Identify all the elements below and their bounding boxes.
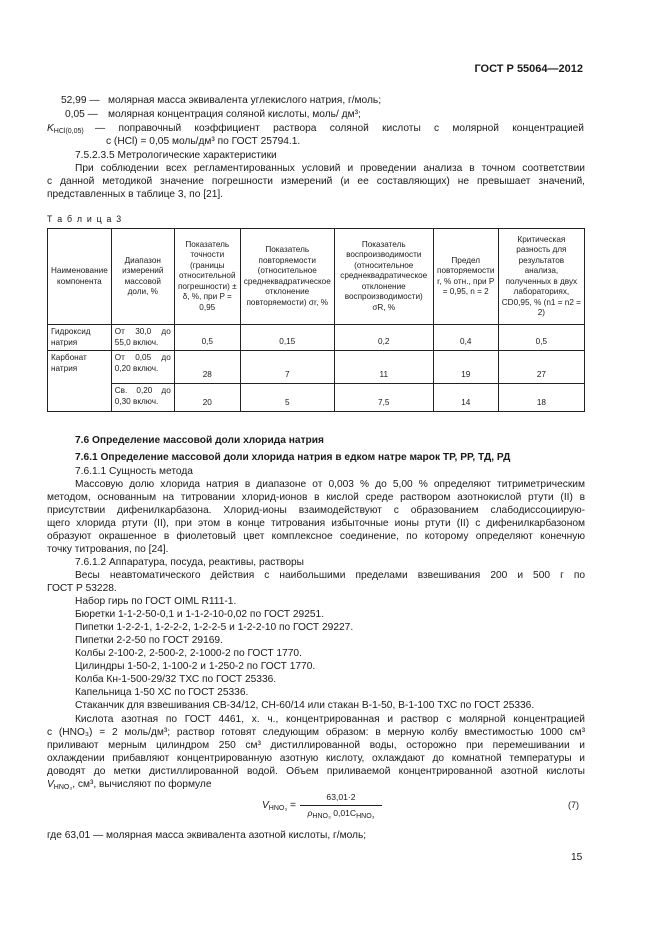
equipment-item: Цилиндры 1-50-2, 1-100-2 и 1-250-2 по ГОСТ 1770.: [75, 661, 316, 672]
paragraph-line: точку титрования, по [24].: [47, 544, 169, 555]
table-cell-range: От 30,0 до 55,0 включ.: [111, 325, 174, 351]
table-cell-value: 7: [240, 351, 334, 384]
table-cell-value: 11: [334, 351, 433, 384]
table-header-cell: Наименование компонента: [48, 229, 112, 325]
table-header-cell: Показатель воспроизводимости (относительное среднеквадратическое отклонение воспроизводимости) σR, %: [334, 229, 433, 325]
table-cell-component: Гидроксид натрия: [48, 325, 112, 351]
paragraph-line: $V_{HNO_3}$, см³, вычисляют по формуле: [47, 779, 212, 791]
table-cell-value: 14: [433, 384, 498, 412]
paragraph-line: присутствии дифенилкарбазона. Хлорид-ионы взаимодействуют с образованием слабодиссоциирую-: [47, 505, 585, 516]
paragraph-line: с данной методикой значение погрешности измерений (и ее составляющих) не превышает значений,: [47, 176, 585, 187]
table-cell-component: Карбонат натрия: [48, 351, 112, 412]
table-cell-value: 0,2: [334, 325, 433, 351]
definition-concentration-value: 0,05 —: [65, 109, 98, 120]
paragraph-line: При соблюдении всех регламентированных условий и проведении анализа в точном соответствии: [75, 163, 585, 174]
document-id: ГОСТ Р 55064—2012: [474, 63, 583, 75]
paragraph-line: щего хлорида ртути (II), при этом в конце титрования избыточные ионы ртути (II) с дифенилкарбазоном: [47, 518, 585, 529]
table-header-cell: Диапазон измерений массовой доли, %: [111, 229, 174, 325]
paragraph-line: доводят до метки дистиллированной водой. Объем приливаемой концентрированной азотной кислоты: [47, 766, 585, 777]
table-header-row: [48, 229, 585, 325]
table-cell-range: Св. 0,20 до 0,30 включ.: [111, 384, 174, 412]
paragraph-line: где 63,01 — молярная масса эквивалента азотной кислоты, г/моль;: [47, 830, 367, 841]
table-cell-value: 19: [433, 351, 498, 384]
equipment-item: Колба Кн-1-500-29/32 ТХС по ГОСТ 25336.: [75, 674, 277, 685]
page-number: 15: [571, 852, 583, 863]
table-cell-range: От 0,05 до 0,20 включ.: [111, 351, 174, 384]
table-row: [48, 384, 585, 412]
paragraph-line: охлаждении прибавляют концентрированную азотную кислоту, охлаждают до комнатной температуры и: [47, 753, 585, 764]
equipment-item: Пипетки 2-2-50 по ГОСТ 29169.: [75, 635, 223, 646]
table-cell-value: 7,5: [334, 384, 433, 412]
table-cell-value: 0,4: [433, 325, 498, 351]
paragraph-line: представленных в таблице 3, по [21].: [47, 189, 224, 200]
definition-molar-mass-value: 52,99 —: [61, 95, 100, 106]
definition-concentration-text: молярная концентрация соляной кислоты, моль/ дм³;: [108, 109, 361, 120]
metrology-table: [47, 228, 585, 412]
table-cell-value: 18: [498, 384, 584, 412]
table-header-cell: Предел повторяемости r, % отн., при P = 0,95, n = 2: [433, 229, 498, 325]
fraction-bar: [300, 805, 382, 806]
definition-coefficient-text-1: — поправочный коэффициент раствора соляной кислоты с молярной концентрацией: [95, 123, 584, 134]
section-heading-7-5-2-3-5: 7.5.2.3.5 Метрологические характеристики: [75, 150, 277, 161]
table-header-cell: Показатель точности (границы относительной погрешности) ± δ, %, при P = 0,95: [174, 229, 240, 325]
table-cell-value: 20: [174, 384, 240, 412]
paragraph-line: Кислота азотная по ГОСТ 4461, х. ч., концентрированная и раствор с молярной концентрацией: [75, 714, 585, 725]
section-heading-7-6-1-2: 7.6.1.2 Аппаратура, посуда, реактивы, растворы: [75, 557, 305, 568]
section-heading-7-6: 7.6 Определение массовой доли хлорида натрия: [75, 435, 324, 446]
formula-numerator: 63,01·2: [326, 792, 356, 802]
table-cell-value: 28: [174, 351, 240, 384]
formula-denominator: $\rho_{HNO_3}$ $0,01C_{HNO_3}$: [307, 808, 375, 820]
table-row: [48, 351, 585, 384]
paragraph-line: образуют окрашенное в фиолетовый цвет комплексное соединение, по которому определяют конечную: [47, 531, 585, 542]
table-cell-value: 0,5: [498, 325, 584, 351]
equipment-item: Набор гирь по ГОСТ OIML R111-1.: [75, 596, 237, 607]
paragraph-line: Массовую долю хлорида натрия в диапазоне от 0,003 % до 5,00 % определяют титриметрическим: [75, 479, 585, 490]
definition-molar-mass-text: молярная масса эквивалента углекислого натрия, г/моль;: [108, 95, 382, 106]
table-cell-value: 0,5: [174, 325, 240, 351]
paragraph-line: Весы неавтоматического действия с наибольшими пределами взвешивания 200 и 500 г по: [75, 570, 585, 581]
paragraph-line: приливают мерным цилиндром 250 см³ дистиллированной воды, осторожно при перемешивании и: [47, 740, 585, 751]
table-cell-value: 5: [240, 384, 334, 412]
definition-coefficient-text-2: с (HCl) = 0,05 моль/дм³ по ГОСТ 25794.1.: [106, 136, 301, 147]
table-cell-value: 0,15: [240, 325, 334, 351]
section-heading-7-6-1: 7.6.1 Определение массовой доли хлорида натрия в едком натре марок ТР, РР, ТД, РД: [75, 452, 511, 463]
equipment-item: Стаканчик для взвешивания СВ-34/12, СН-60/14 или стакан В-1-50, В-1-100 ТХС по ГОСТ 25336.: [75, 700, 535, 711]
section-heading-7-6-1-1: 7.6.1.1 Сущность метода: [75, 466, 193, 477]
equipment-item: Колбы 2-100-2, 2-500-2, 2-1000-2 по ГОСТ 1770.: [75, 648, 302, 659]
table-caption: Т а б л и ц а 3: [47, 214, 123, 224]
equipment-item: Бюретки 1-1-2-50-0,1 и 1-1-2-10-0,02 по ГОСТ 29251.: [75, 609, 325, 620]
equipment-item: Пипетки 1-2-2-1, 1-2-2-2, 1-2-2-5 и 1-2-2-10 по ГОСТ 29227.: [75, 622, 354, 633]
table-header-cell: Показатель повторяемости (относительное среднеквадратическое отклонение повторяемости) σr, %: [240, 229, 334, 325]
definition-coefficient-symbol: $K_{HCl(0,05)}$: [47, 123, 84, 135]
table-row: [48, 325, 585, 351]
paragraph-line: ГОСТ Р 53228.: [47, 583, 117, 594]
formula-number: (7): [568, 800, 579, 810]
paragraph-line: методом, основанным на титровании хлорид-ионов в кислой среде раствором азотнокислой ртути (II) в: [47, 492, 585, 503]
table-cell-value: 27: [498, 351, 584, 384]
paragraph-line: с (HNO₃) = 2 моль/дм³; раствор готовят следующим образом: в мерную колбу вместимостью 1000 см³: [47, 727, 585, 738]
formula-lhs: $V_{HNO_3}$ =: [262, 800, 296, 812]
table-header-cell: Критическая разность для результатов анализа, полученных в двух лабораториях, CD0,95, % (n1 = n2 = 2): [498, 229, 584, 325]
equipment-item: Капельница 1-50 ХС по ГОСТ 25336.: [75, 687, 249, 698]
